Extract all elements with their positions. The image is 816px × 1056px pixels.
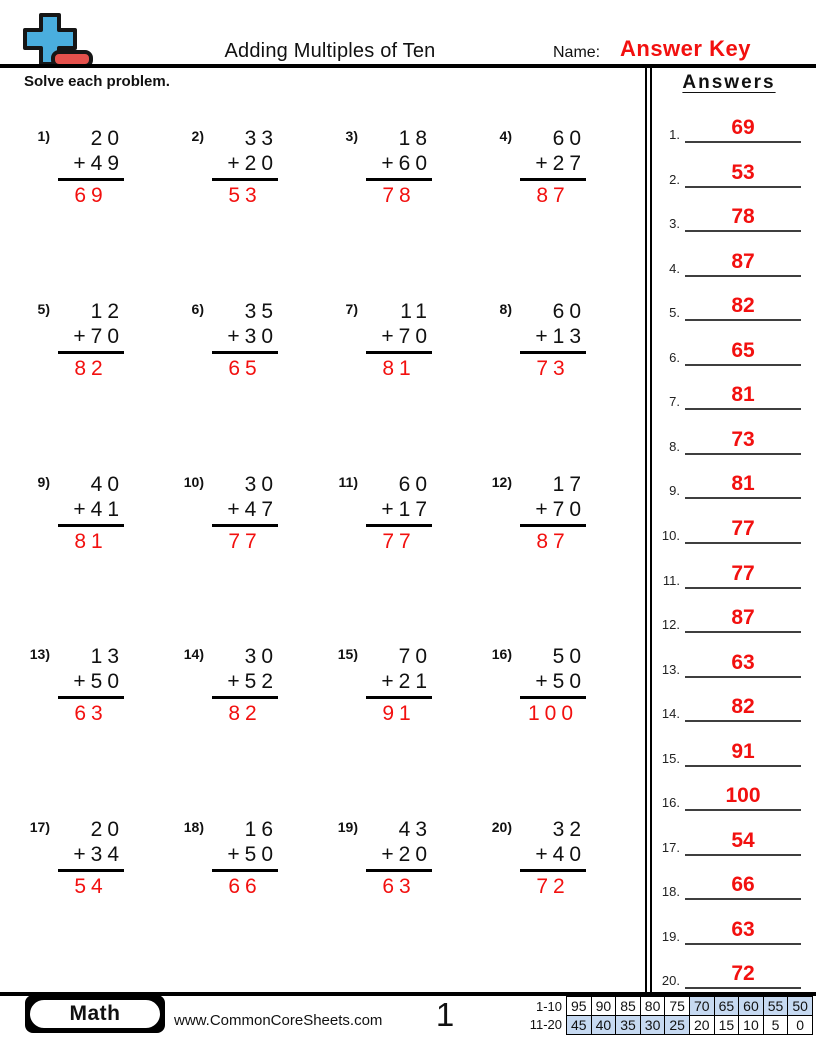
problem-answer: 73 (536, 356, 570, 380)
grade-cell: 20 (690, 1016, 715, 1035)
problem-number: 20) (491, 819, 512, 836)
grade-cell: 80 (641, 997, 666, 1016)
answer-number: 2. (669, 171, 680, 187)
problem-answer: 82 (228, 702, 262, 726)
problem-top-addend: 43 (398, 818, 432, 842)
problem-number: 9) (37, 473, 50, 490)
answer-row (654, 152, 804, 188)
problem-answer: 53 (228, 184, 262, 207)
answers-heading: Answers (682, 72, 776, 93)
problem-body (212, 817, 278, 899)
answer-value: 54 (685, 830, 801, 856)
problem-body (520, 299, 586, 381)
answer-number: 8. (669, 438, 680, 454)
answer-number: 13. (661, 661, 680, 677)
problem-top-addend: 16 (244, 818, 278, 842)
problem-number: 6) (191, 300, 204, 317)
problem-top-addend: 35 (244, 299, 278, 323)
problem-top-addend: 50 (552, 645, 586, 669)
problem (178, 126, 278, 208)
worksheet-title: Adding Multiples of Ten (224, 40, 436, 62)
problem (332, 817, 432, 899)
problem-top-addend: 17 (552, 472, 586, 496)
grade-cell: 35 (616, 1016, 641, 1035)
answer-value: 72 (685, 963, 801, 989)
subject-label: Math (29, 999, 161, 1029)
problem-body (366, 472, 432, 554)
problem-answer: 78 (382, 184, 416, 207)
name-label: Name: (553, 44, 601, 61)
answer-number: 11. (662, 572, 680, 588)
problem-answer: 82 (74, 356, 108, 380)
problem-body (58, 472, 124, 554)
grade-cell: 0 (788, 1016, 813, 1035)
grade-cell: 40 (592, 1016, 617, 1035)
problem-number: 10) (183, 473, 204, 490)
subject-badge (25, 995, 165, 1033)
problem-number: 12) (491, 473, 512, 490)
problem-bottom-addend: +49 (58, 151, 124, 181)
problem (486, 817, 586, 899)
grading-table (566, 996, 813, 1035)
problem (486, 644, 586, 726)
problem-bottom-addend: +40 (520, 842, 586, 872)
answer-row (654, 285, 804, 321)
answer-value: 63 (685, 919, 801, 945)
problem-bottom-addend: +41 (58, 497, 124, 527)
instruction-text: Solve each problem. (24, 73, 170, 90)
problem-body (212, 644, 278, 726)
grading-table-row (567, 997, 813, 1016)
problem-answer: 69 (74, 184, 108, 207)
problem-number: 8) (499, 300, 512, 317)
answer-number: 16. (661, 795, 680, 811)
problem-number: 18) (183, 819, 204, 836)
problem (332, 472, 432, 554)
problem-body (58, 644, 124, 726)
grading-table-row (567, 1016, 813, 1035)
problem-bottom-addend: +70 (520, 497, 586, 527)
answer-row (654, 642, 804, 678)
answer-value: 82 (685, 295, 801, 321)
problem-number: 14) (183, 646, 204, 663)
problem-answer: 66 (228, 875, 262, 899)
problem-body (520, 644, 586, 726)
answer-number: 5. (669, 305, 680, 321)
answer-number: 7. (669, 394, 680, 410)
problem-number: 4) (499, 128, 512, 144)
answer-value: 63 (685, 652, 801, 678)
grade-row-label-11-20: 11-20 (529, 1017, 562, 1032)
problem-top-addend: 18 (398, 127, 432, 150)
answer-row (654, 820, 804, 856)
answer-value: 81 (685, 473, 801, 499)
header-divider (0, 64, 816, 68)
answer-number: 6. (669, 349, 680, 365)
problem-number: 1) (37, 128, 50, 144)
answer-row (654, 686, 804, 722)
problem-body (366, 126, 432, 208)
problem-answer: 81 (382, 356, 416, 380)
answer-row (654, 508, 804, 544)
answer-number: 19. (661, 928, 680, 944)
answer-value: 87 (685, 251, 801, 277)
problem-top-addend: 30 (244, 472, 278, 496)
problem-answer: 54 (74, 875, 108, 899)
answer-value: 77 (685, 563, 801, 589)
grade-cell: 70 (690, 997, 715, 1016)
problem-body (212, 472, 278, 554)
problem-top-addend: 13 (90, 645, 124, 669)
answer-value: 82 (685, 696, 801, 722)
problem-body (366, 817, 432, 899)
answer-value: 65 (685, 340, 801, 366)
problem (486, 472, 586, 554)
problem-answer: 81 (74, 529, 108, 553)
answer-value: 100 (685, 785, 801, 811)
answer-value: 53 (685, 162, 801, 188)
grade-cell: 65 (715, 997, 740, 1016)
problem-answer: 63 (382, 875, 416, 899)
answer-number: 4. (669, 260, 680, 276)
answer-row (654, 241, 804, 277)
answer-number: 12. (661, 617, 680, 633)
problem-bottom-addend: +34 (58, 842, 124, 872)
problem-answer: 77 (228, 529, 262, 553)
answer-value: 87 (685, 607, 801, 633)
answer-number: 15. (661, 750, 680, 766)
answer-row (654, 731, 804, 767)
problem-top-addend: 33 (244, 127, 278, 150)
problem-answer: 77 (382, 529, 416, 553)
answer-row (654, 107, 804, 143)
problem-top-addend: 60 (552, 127, 586, 150)
problem (178, 299, 278, 381)
answer-row (654, 909, 804, 945)
problem-number: 15) (337, 646, 358, 663)
problem-body (212, 126, 278, 208)
answer-row (654, 330, 804, 366)
problem-bottom-addend: +50 (212, 842, 278, 872)
grade-cell: 45 (567, 1016, 592, 1035)
answer-row (654, 953, 804, 989)
problem-number: 3) (345, 128, 358, 144)
problem-body (58, 126, 124, 208)
grade-cell: 30 (641, 1016, 666, 1035)
problem-number: 13) (29, 646, 50, 663)
problem-body (520, 817, 586, 899)
problem (332, 299, 432, 381)
problem (24, 817, 124, 899)
problem-top-addend: 20 (90, 127, 124, 150)
problem-body (366, 644, 432, 726)
answer-number: 9. (669, 483, 680, 499)
problem-number: 5) (37, 300, 50, 317)
problem-number: 11) (338, 473, 358, 490)
grade-cell: 15 (715, 1016, 740, 1035)
grade-cell: 75 (665, 997, 690, 1016)
answer-number: 14. (661, 706, 680, 722)
answer-value: 66 (685, 874, 801, 900)
grade-row-label-1-10: 1-10 (535, 999, 562, 1014)
problem-top-addend: 60 (398, 472, 432, 496)
answer-value: 81 (685, 384, 801, 410)
problem-top-addend: 30 (244, 645, 278, 669)
problem-number: 19) (337, 819, 358, 836)
answer-row (654, 864, 804, 900)
answer-row (654, 597, 804, 633)
problem (24, 644, 124, 726)
answer-value: 91 (685, 741, 801, 767)
problem-body (212, 299, 278, 381)
grade-cell: 95 (567, 997, 592, 1016)
problem-top-addend: 11 (400, 299, 432, 323)
problem-answer: 63 (74, 702, 108, 726)
problem-bottom-addend: +27 (520, 151, 586, 181)
problem-number: 17) (29, 819, 50, 836)
problem-bottom-addend: +30 (212, 324, 278, 354)
grade-cell: 10 (739, 1016, 764, 1035)
problem-bottom-addend: +70 (58, 324, 124, 354)
problem-body (58, 817, 124, 899)
problem-top-addend: 12 (90, 299, 124, 323)
answer-number: 20. (661, 973, 680, 989)
answer-row (654, 553, 804, 589)
problem-bottom-addend: +70 (366, 324, 432, 354)
problem-answer: 87 (536, 184, 570, 207)
grade-cell: 5 (764, 1016, 789, 1035)
problem-number: 2) (191, 128, 204, 144)
grade-cell: 85 (616, 997, 641, 1016)
problem (332, 644, 432, 726)
problem-bottom-addend: +50 (58, 669, 124, 699)
answer-row (654, 196, 804, 232)
grade-cell: 60 (739, 997, 764, 1016)
grade-cell: 25 (665, 1016, 690, 1035)
answers-divider (645, 68, 652, 992)
page-number: 1 (435, 996, 455, 1033)
problem-body (520, 126, 586, 208)
problem-top-addend: 32 (552, 818, 586, 842)
grade-cell: 90 (592, 997, 617, 1016)
problem-bottom-addend: +52 (212, 669, 278, 699)
problem-top-addend: 20 (90, 818, 124, 842)
problem-body (520, 472, 586, 554)
answer-value: 77 (685, 518, 801, 544)
answer-row (654, 775, 804, 811)
problem (178, 644, 278, 726)
problem-number: 16) (491, 646, 512, 663)
problem (332, 126, 432, 208)
answer-number: 1. (669, 127, 680, 142)
name-value-answer-key: Answer Key (620, 36, 751, 61)
problem-bottom-addend: +60 (366, 151, 432, 181)
problem-answer: 72 (536, 875, 570, 899)
answer-row (654, 419, 804, 455)
problem-bottom-addend: +47 (212, 497, 278, 527)
answer-number: 10. (661, 527, 680, 543)
problem (486, 299, 586, 381)
problem-top-addend: 60 (552, 299, 586, 323)
problem-answer: 91 (382, 702, 416, 726)
problem-number: 7) (345, 300, 358, 317)
answer-value: 69 (685, 117, 801, 143)
answer-value: 73 (685, 429, 801, 455)
problem-body (58, 299, 124, 381)
answer-number: 3. (669, 216, 680, 232)
problem-bottom-addend: +17 (366, 497, 432, 527)
problem (24, 126, 124, 208)
problem-bottom-addend: +20 (366, 842, 432, 872)
problem-bottom-addend: +50 (520, 669, 586, 699)
problem (486, 126, 586, 208)
answer-value: 78 (685, 206, 801, 232)
answer-row (654, 374, 804, 410)
problem (24, 472, 124, 554)
grade-cell: 55 (764, 997, 789, 1016)
answer-row (654, 463, 804, 499)
grade-cell: 50 (788, 997, 813, 1016)
website-text: www.CommonCoreSheets.com (174, 1012, 383, 1029)
problem-bottom-addend: +13 (520, 324, 586, 354)
problem-top-addend: 70 (398, 645, 432, 669)
problem-answer: 87 (536, 529, 570, 553)
problem-answer: 100 (527, 702, 579, 726)
problem-body (366, 299, 432, 381)
answer-number: 18. (661, 884, 680, 900)
problem (24, 299, 124, 381)
problem-bottom-addend: +21 (366, 669, 432, 699)
problem-answer: 65 (228, 356, 262, 380)
answer-number: 17. (661, 839, 680, 855)
problem (178, 817, 278, 899)
problem-bottom-addend: +20 (212, 151, 278, 181)
problem-top-addend: 40 (90, 472, 124, 496)
problem (178, 472, 278, 554)
